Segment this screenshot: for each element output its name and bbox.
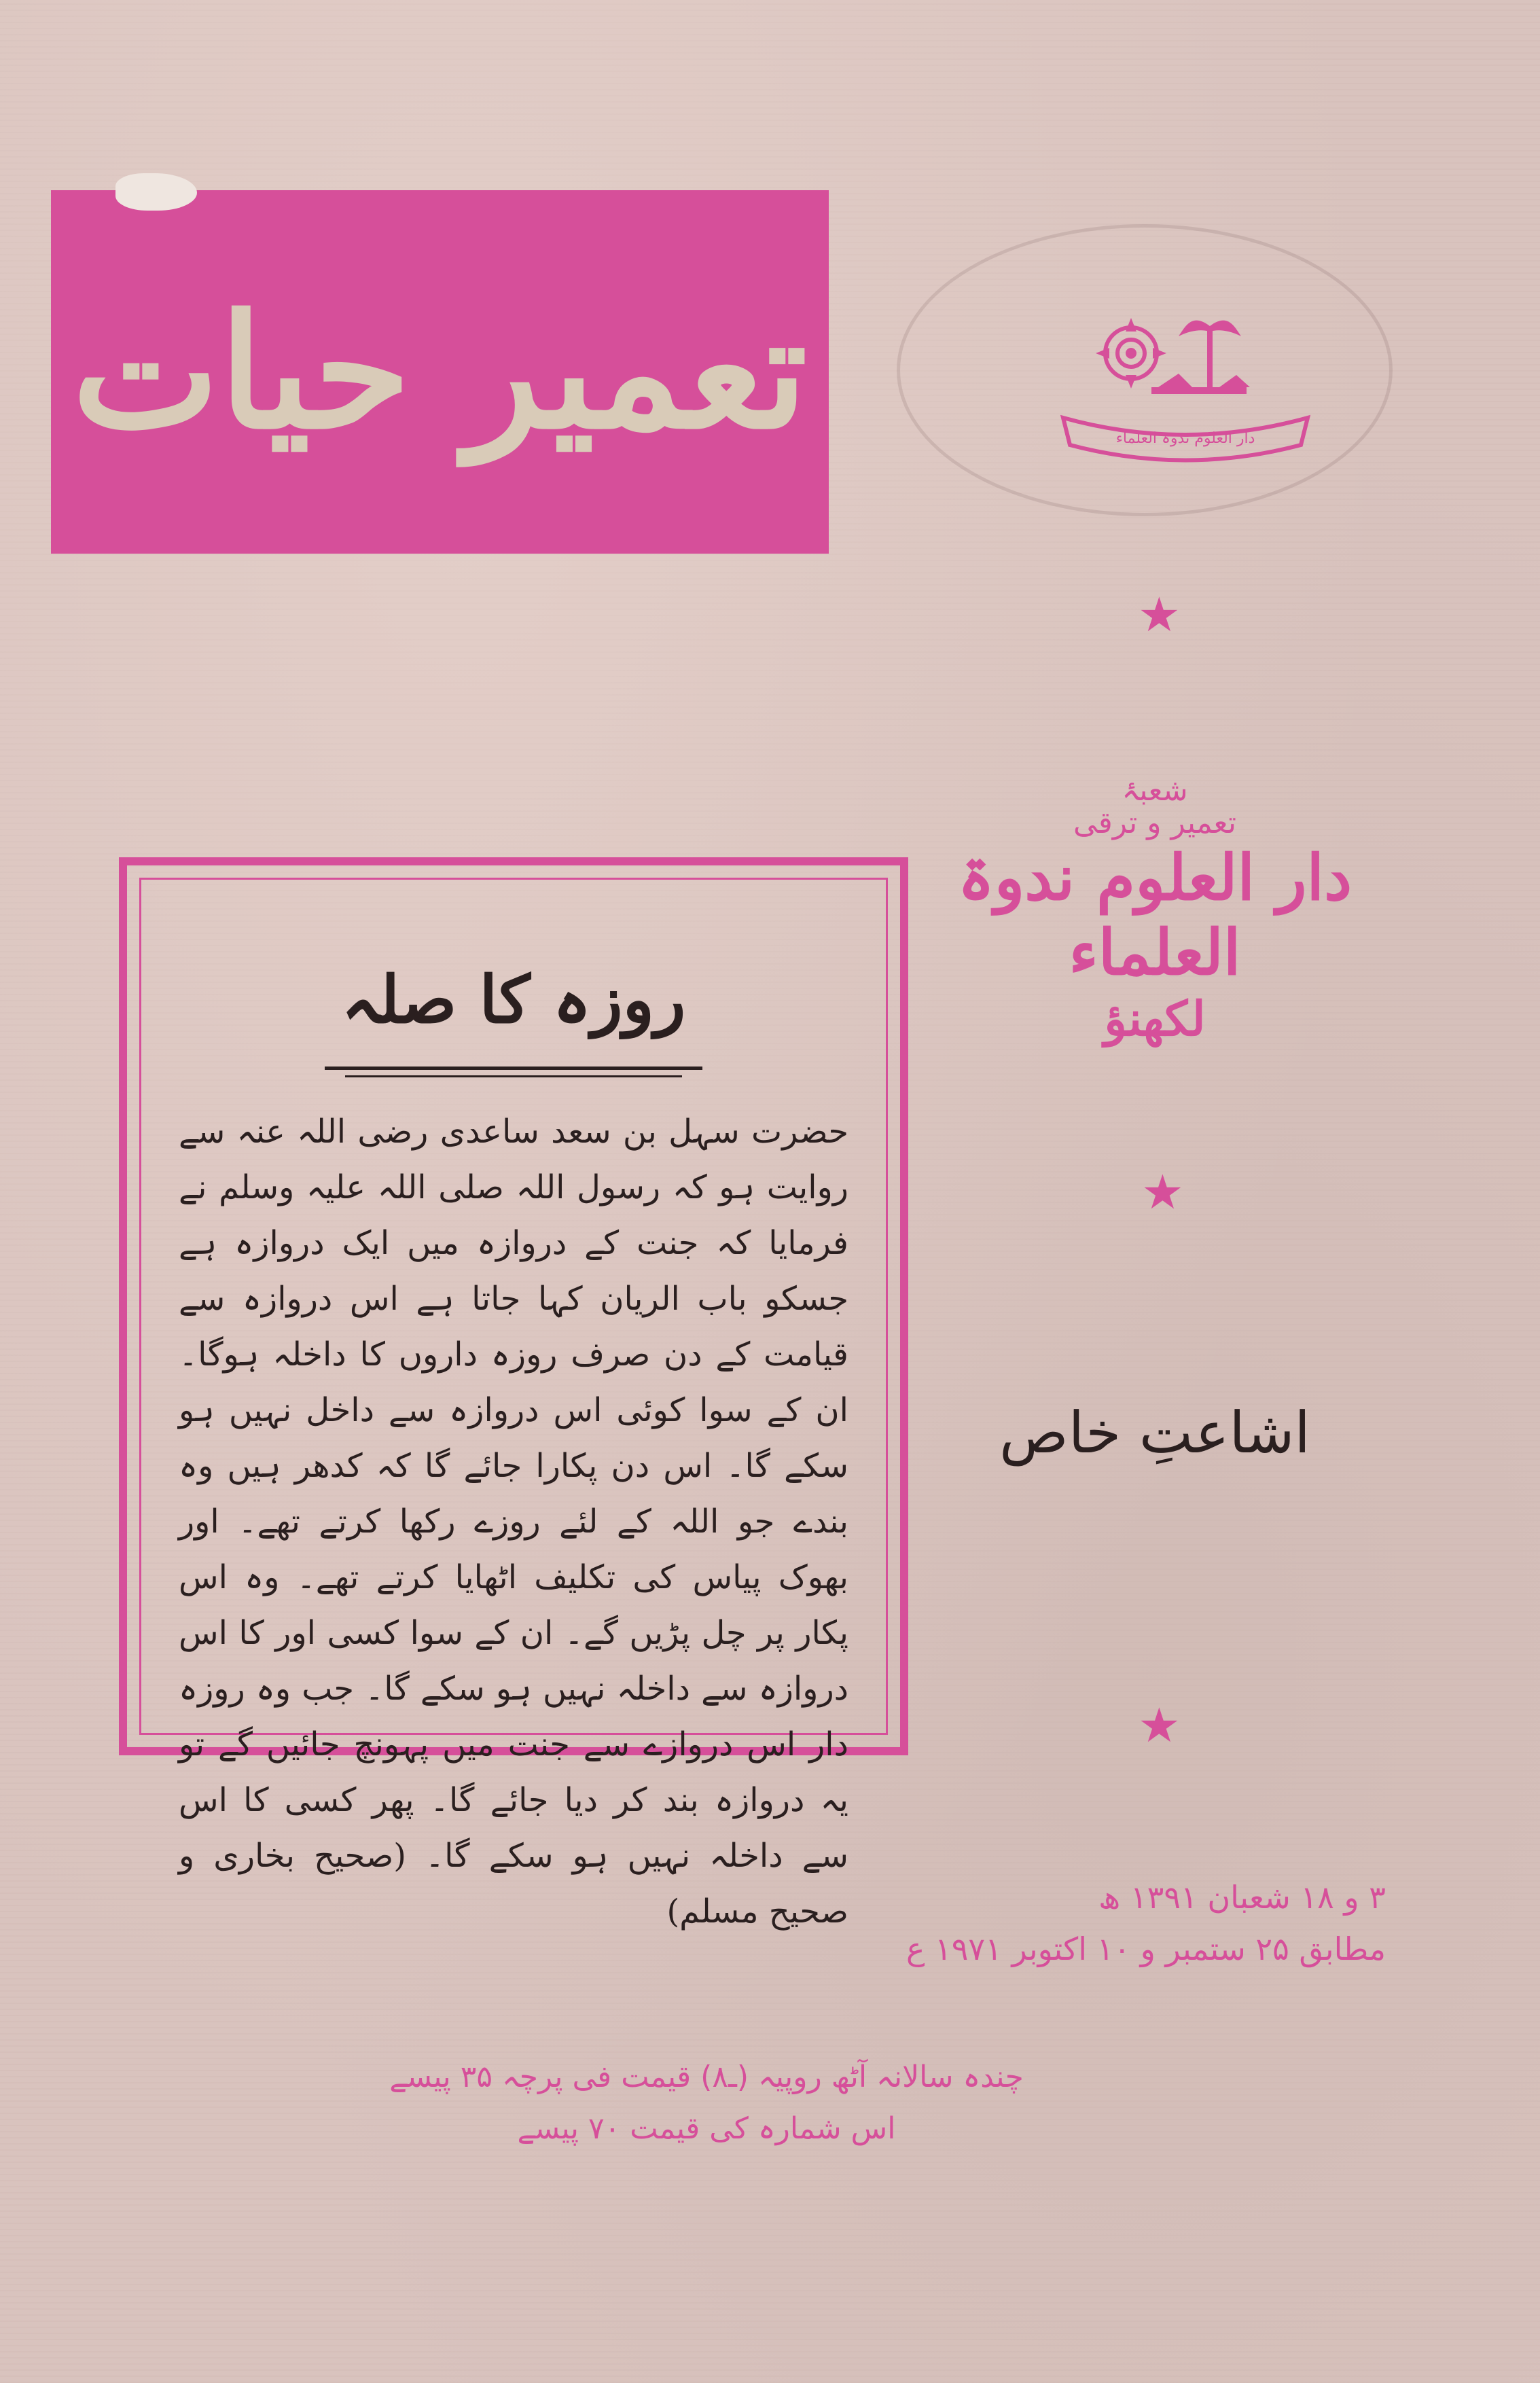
star-icon: ★	[1138, 1698, 1181, 1753]
city-name: لکھنؤ	[1104, 990, 1206, 1047]
masthead	[51, 190, 829, 554]
paper-tear	[115, 173, 197, 211]
institution-name: دار العلوم ندوۃ العلماء	[957, 840, 1353, 990]
department-block	[903, 774, 1406, 1047]
department-name: تعمیر و ترقی	[1073, 806, 1236, 841]
hadith-box	[119, 857, 908, 1931]
title-underline	[325, 1067, 702, 1070]
issue-dates	[679, 1871, 1386, 1975]
price-info	[231, 2051, 1182, 2155]
title-underline-secondary	[345, 1075, 682, 1077]
issue-price: اس شمارہ کی قیمت ۷۰ پیسے	[517, 2111, 896, 2146]
emblem-caption: دار العلوم ندوۃ العلماء	[1115, 430, 1255, 447]
star-icon: ★	[1141, 1164, 1184, 1220]
gregorian-date: مطابق ۲۵ ستمبر و ۱۰ اکتوبر ۱۹۷۱ ع	[906, 1931, 1386, 1967]
hijri-date: ۳ و ۱۸ شعبان ۱۳۹۱ ھ	[1098, 1879, 1386, 1916]
special-issue-label: اشاعتِ خاص	[999, 1399, 1310, 1466]
subscription-price: چندہ سالانہ آٹھ روپیہ (ـ۸) قیمت فی پرچہ ۳۵ پیسے	[389, 2060, 1024, 2094]
hadith-title: روزہ کا صلہ	[341, 961, 686, 1038]
star-icon: ★	[1138, 587, 1181, 643]
hadith-body: حضرت سہل بن سعد ساعدی رضی اللہ عنہ سے روایت ہو کہ رسول اللہ صلی اللہ علیہ وسلم نے فرمایا کہ جنت کے دروازہ میں ایک دروازہ ہے جسکو باب الریان کہا جاتا ہے اس دروازہ سے قیامت کے دن صرف روزہ داروں کا داخلہ ہوگا۔ ان کے سوا کوئی اس دروازہ سے داخل نہیں ہو سکے گا۔ اس دن پکارا جائے گا کہ کدھر ہیں وہ بندے جو اللہ کے لئے روزے رکھا کرتے تھے۔ اور بھوک پیاس کی تکلیف اٹھایا کرتے تھے۔ وہ اس پکار پر چل پڑیں گے۔ ان کے سوا کسی اور کا اس دروازہ سے داخلہ نہیں ہو سکے گا۔ جب وہ روزہ دار اس دروازے سے جنت میں پہونچ جائیں گے تو یہ دروازہ بند کر دیا جائے گا۔ پھر کسی کا اس سے داخلہ نہیں ہو سکے گا۔ (صحیح بخاری و صحیح مسلم)	[179, 1113, 849, 1931]
department-prefix: شعبۂ	[1122, 773, 1188, 808]
masthead-title: تعمیر حیات	[72, 280, 808, 464]
hadith-inner-frame	[139, 878, 888, 1931]
institution-emblem-icon	[1050, 299, 1321, 476]
